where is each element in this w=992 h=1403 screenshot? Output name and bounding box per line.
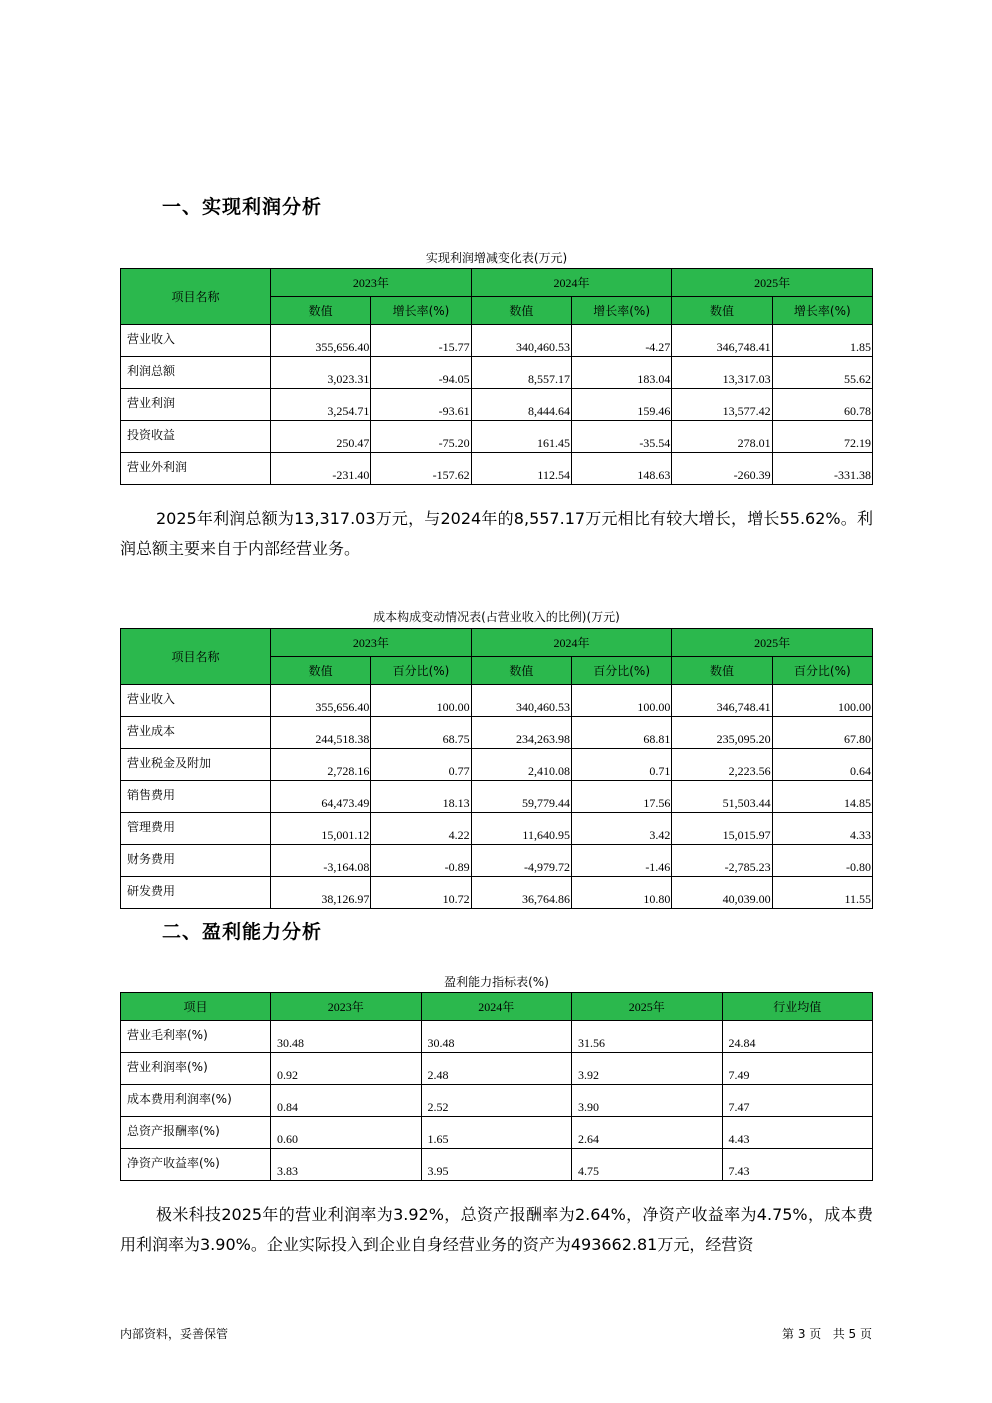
table-cell: 18.13 [371, 781, 471, 813]
percent-header: 百分比(%) [772, 657, 872, 685]
value-header: 数值 [672, 297, 772, 325]
year-header: 2025年 [572, 993, 723, 1021]
value-header: 数值 [271, 297, 371, 325]
value-header: 数值 [471, 657, 571, 685]
table-row [121, 325, 873, 357]
table-cell: 0.64 [772, 749, 872, 781]
table-cell: -260.39 [672, 453, 772, 485]
table-cell: 3.90 [572, 1085, 723, 1117]
growth-rate-header: 增长率(%) [571, 297, 671, 325]
table-cell: 30.48 [271, 1021, 422, 1053]
table-cell: 2.48 [421, 1053, 572, 1085]
table-row [121, 1149, 873, 1181]
cost-structure-table [120, 628, 873, 909]
table-cell: 0.92 [271, 1053, 422, 1085]
table-row [121, 749, 873, 781]
year-header: 2024年 [471, 629, 672, 657]
table-cell: 68.81 [571, 717, 671, 749]
table-cell: 60.78 [772, 389, 872, 421]
year-header: 2023年 [271, 993, 422, 1021]
table-cell: 100.00 [371, 685, 471, 717]
table-cell: 161.45 [471, 421, 571, 453]
table-cell: 0.60 [271, 1117, 422, 1149]
footer-confidential-note: 内部资料，妥善保管 [120, 1327, 229, 1341]
table-cell: 2,223.56 [672, 749, 772, 781]
table-cell: 59,779.44 [471, 781, 571, 813]
table-cell: 0.71 [571, 749, 671, 781]
table-row [121, 357, 873, 389]
table-row [121, 781, 873, 813]
profitability-summary-paragraph: 极米科技2025年的营业利润率为3.92%，总资产报酬率为2.64%，净资产收益率为4.75%，成本费用利润率为3.90%。企业实际投入到企业自身经营业务的资产为493662.81万元，经营资 [120, 1205, 873, 1254]
table-cell: 8,444.64 [471, 389, 571, 421]
table-cell: 3.83 [271, 1149, 422, 1181]
table-cell: 355,656.40 [271, 325, 371, 357]
table-row [121, 845, 873, 877]
table-cell: 148.63 [571, 453, 671, 485]
row-label: 营业收入 [121, 685, 271, 717]
table-row [121, 421, 873, 453]
table-cell: 1.65 [421, 1117, 572, 1149]
table-cell: -93.61 [371, 389, 471, 421]
table-cell: 14.85 [772, 781, 872, 813]
table-cell: 2,728.16 [271, 749, 371, 781]
row-label: 营业利润率(%) [121, 1053, 271, 1085]
row-label: 投资收益 [121, 421, 271, 453]
percent-header: 百分比(%) [371, 657, 471, 685]
table-cell: 11,640.95 [471, 813, 571, 845]
table-cell: 0.77 [371, 749, 471, 781]
table-cell: 346,748.41 [672, 685, 772, 717]
table-cell: 30.48 [421, 1021, 572, 1053]
table-cell: -15.77 [371, 325, 471, 357]
row-label: 财务费用 [121, 845, 271, 877]
table-cell: 13,317.03 [672, 357, 772, 389]
value-header: 数值 [271, 657, 371, 685]
table-cell: 72.19 [772, 421, 872, 453]
table-cell: 4.43 [722, 1117, 873, 1149]
table-row [121, 1053, 873, 1085]
table-cell: -1.46 [571, 845, 671, 877]
table-cell: 340,460.53 [471, 325, 571, 357]
table-row [121, 1117, 873, 1149]
section-title-1: 一、实现利润分析 [162, 196, 323, 218]
growth-rate-header: 增长率(%) [371, 297, 471, 325]
table-cell: 17.56 [571, 781, 671, 813]
table-cell: 11.55 [772, 877, 872, 909]
table-cell: -3,164.08 [271, 845, 371, 877]
table-cell: 0.84 [271, 1085, 422, 1117]
table2-caption: 成本构成变动情况表(占营业收入的比例)(万元) [373, 610, 620, 624]
table-cell: 10.72 [371, 877, 471, 909]
year-header: 2025年 [672, 629, 873, 657]
table-cell: -0.89 [371, 845, 471, 877]
table-cell: -35.54 [571, 421, 671, 453]
year-header: 2024年 [471, 269, 672, 297]
table-cell: 40,039.00 [672, 877, 772, 909]
table-row [121, 717, 873, 749]
table-cell: -4,979.72 [471, 845, 571, 877]
table-row [121, 685, 873, 717]
row-label: 管理费用 [121, 813, 271, 845]
value-header: 数值 [471, 297, 571, 325]
table-cell: 4.22 [371, 813, 471, 845]
table-cell: 183.04 [571, 357, 671, 389]
table-cell: 100.00 [772, 685, 872, 717]
table-cell: 2.52 [421, 1085, 572, 1117]
table-cell: 244,518.38 [271, 717, 371, 749]
table-cell: 100.00 [571, 685, 671, 717]
table-cell: 68.75 [371, 717, 471, 749]
table-cell: 355,656.40 [271, 685, 371, 717]
table-cell: 36,764.86 [471, 877, 571, 909]
profitability-index-table [120, 992, 873, 1181]
table-cell: 3,023.31 [271, 357, 371, 389]
footer-page-number: 第 3 页 共 5 页 [782, 1327, 872, 1341]
table-cell: -75.20 [371, 421, 471, 453]
row-label: 营业毛利率(%) [121, 1021, 271, 1053]
table-row [121, 453, 873, 485]
row-label: 研发费用 [121, 877, 271, 909]
value-header: 数值 [672, 657, 772, 685]
table1-caption: 实现利润增减变化表(万元) [425, 251, 568, 265]
row-label: 利润总额 [121, 357, 271, 389]
table-cell: 3,254.71 [271, 389, 371, 421]
table-cell: 7.49 [722, 1053, 873, 1085]
table-cell: 235,095.20 [672, 717, 772, 749]
table-cell: 4.33 [772, 813, 872, 845]
growth-rate-header: 增长率(%) [772, 297, 872, 325]
table-cell: -157.62 [371, 453, 471, 485]
row-label: 营业外利润 [121, 453, 271, 485]
table-cell: 278.01 [672, 421, 772, 453]
table-cell: 7.43 [722, 1149, 873, 1181]
table-cell: -2,785.23 [672, 845, 772, 877]
year-header: 2024年 [421, 993, 572, 1021]
table-cell: 7.47 [722, 1085, 873, 1117]
table-cell: -94.05 [371, 357, 471, 389]
table-cell: 67.80 [772, 717, 872, 749]
profit-change-table [120, 268, 873, 485]
table-cell: 112.54 [471, 453, 571, 485]
row-label: 营业成本 [121, 717, 271, 749]
table-cell: -4.27 [571, 325, 671, 357]
table-cell: -331.38 [772, 453, 872, 485]
table-cell: 346,748.41 [672, 325, 772, 357]
row-label: 营业收入 [121, 325, 271, 357]
table-cell: 8,557.17 [471, 357, 571, 389]
table-cell: 3.95 [421, 1149, 572, 1181]
table3-caption: 盈利能力指标表(%) [444, 975, 549, 989]
section-title-2: 二、盈利能力分析 [162, 921, 323, 943]
item-header: 项目 [121, 993, 271, 1021]
table-cell: 1.85 [772, 325, 872, 357]
row-label: 营业税金及附加 [121, 749, 271, 781]
industry-average-header: 行业均值 [722, 993, 873, 1021]
table-cell: 340,460.53 [471, 685, 571, 717]
table-cell: -231.40 [271, 453, 371, 485]
table-row [121, 389, 873, 421]
table-cell: 64,473.49 [271, 781, 371, 813]
table-row [121, 1021, 873, 1053]
table-row [121, 1085, 873, 1117]
table-row [121, 877, 873, 909]
table-cell: 3.92 [572, 1053, 723, 1085]
table-row [121, 813, 873, 845]
row-label: 成本费用利润率(%) [121, 1085, 271, 1117]
table-cell: 13,577.42 [672, 389, 772, 421]
table-cell: 15,001.12 [271, 813, 371, 845]
profit-summary-paragraph: 2025年利润总额为13,317.03万元，与2024年的8,557.17万元相比有较大增长，增长55.62%。利润总额主要来自于内部经营业务。 [120, 509, 873, 558]
year-header: 2025年 [672, 269, 873, 297]
table-cell: -0.80 [772, 845, 872, 877]
table-cell: 2,410.08 [471, 749, 571, 781]
table-cell: 24.84 [722, 1021, 873, 1053]
row-label: 总资产报酬率(%) [121, 1117, 271, 1149]
year-header: 2023年 [271, 629, 472, 657]
table-cell: 31.56 [572, 1021, 723, 1053]
row-label: 销售费用 [121, 781, 271, 813]
table-cell: 15,015.97 [672, 813, 772, 845]
percent-header: 百分比(%) [571, 657, 671, 685]
row-label: 净资产收益率(%) [121, 1149, 271, 1181]
table-cell: 2.64 [572, 1117, 723, 1149]
table-cell: 55.62 [772, 357, 872, 389]
table-cell: 38,126.97 [271, 877, 371, 909]
table-cell: 51,503.44 [672, 781, 772, 813]
table-cell: 159.46 [571, 389, 671, 421]
year-header: 2023年 [271, 269, 472, 297]
item-name-header: 项目名称 [121, 269, 271, 325]
table-cell: 4.75 [572, 1149, 723, 1181]
item-name-header: 项目名称 [121, 629, 271, 685]
row-label: 营业利润 [121, 389, 271, 421]
table-cell: 3.42 [571, 813, 671, 845]
table-cell: 250.47 [271, 421, 371, 453]
table-cell: 234,263.98 [471, 717, 571, 749]
table-cell: 10.80 [571, 877, 671, 909]
